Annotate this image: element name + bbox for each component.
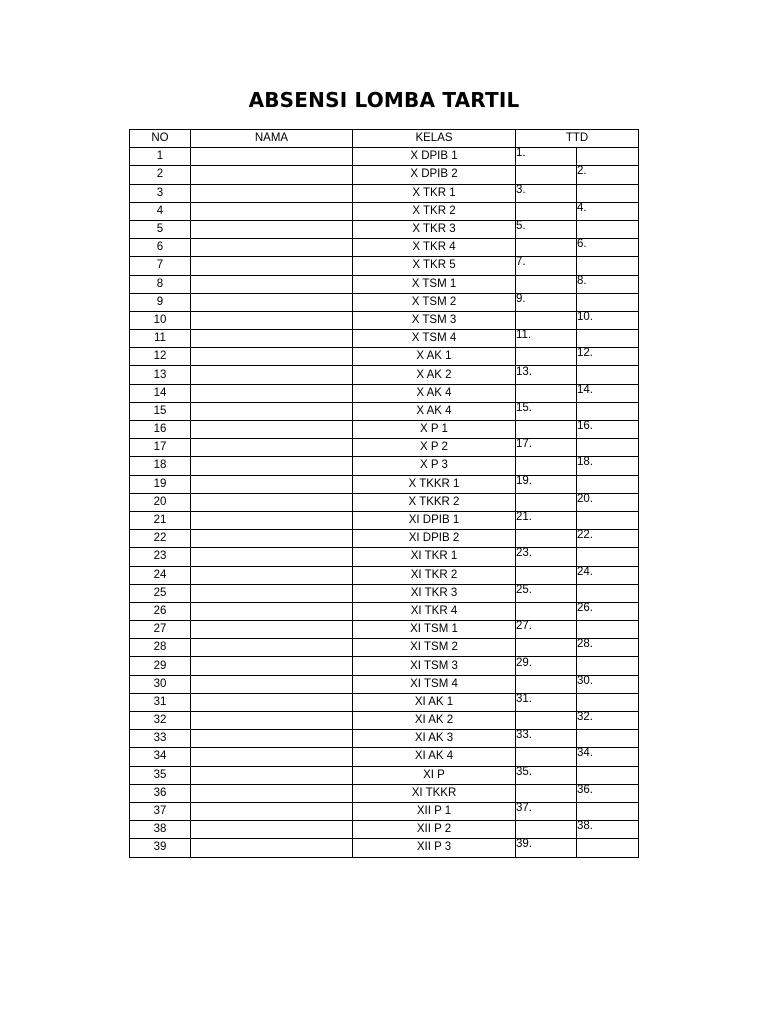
cell-ttd-left <box>516 402 577 420</box>
cell-ttd-left <box>516 548 577 566</box>
cell-nama <box>191 530 353 548</box>
signature-number: 21. <box>516 511 532 524</box>
table-row <box>130 748 639 766</box>
cell-no: 6 <box>130 239 191 257</box>
table-row <box>130 330 639 348</box>
table-row <box>130 166 639 184</box>
cell-no: 3 <box>130 184 191 202</box>
table-row <box>130 675 639 693</box>
cell-ttd-left <box>516 566 577 584</box>
signature-number: 32. <box>577 711 593 724</box>
cell-kelas: XI TKR 2 <box>353 566 516 584</box>
cell-kelas: XI AK 1 <box>353 693 516 711</box>
signature-number: 2. <box>577 165 587 178</box>
cell-no: 35 <box>130 766 191 784</box>
signature-number: 11. <box>516 329 532 342</box>
table-row <box>130 639 639 657</box>
signature-number: 14. <box>577 383 593 396</box>
cell-nama <box>191 348 353 366</box>
table-row <box>130 366 639 384</box>
cell-nama <box>191 712 353 730</box>
cell-ttd-left <box>516 220 577 238</box>
cell-ttd-left <box>516 184 577 202</box>
cell-kelas: X TKR 5 <box>353 257 516 275</box>
cell-kelas: XI TKR 4 <box>353 602 516 620</box>
cell-kelas: XI TKR 3 <box>353 584 516 602</box>
cell-ttd-right <box>577 348 639 366</box>
signature-number: 28. <box>577 638 593 651</box>
cell-kelas: X TSM 1 <box>353 275 516 293</box>
cell-nama <box>191 421 353 439</box>
cell-nama <box>191 257 353 275</box>
header-nama: NAMA <box>191 130 353 148</box>
cell-ttd-right <box>577 802 639 820</box>
cell-ttd-left <box>516 257 577 275</box>
cell-ttd-left <box>516 748 577 766</box>
table-row <box>130 621 639 639</box>
table-row <box>130 712 639 730</box>
cell-no: 12 <box>130 348 191 366</box>
cell-nama <box>191 766 353 784</box>
cell-ttd-left <box>516 675 577 693</box>
cell-nama <box>191 493 353 511</box>
cell-ttd-right <box>577 730 639 748</box>
cell-ttd-left <box>516 366 577 384</box>
cell-ttd-right <box>577 421 639 439</box>
table-row <box>130 148 639 166</box>
cell-nama <box>191 839 353 857</box>
cell-kelas: XI DPIB 1 <box>353 511 516 529</box>
cell-ttd-left <box>516 457 577 475</box>
cell-kelas: XI TSM 3 <box>353 657 516 675</box>
table-row <box>130 584 639 602</box>
signature-number: 31. <box>516 692 532 705</box>
signature-number: 12. <box>577 347 593 360</box>
cell-ttd-left <box>516 693 577 711</box>
signature-number: 10. <box>577 310 593 323</box>
signature-number: 13. <box>516 365 532 378</box>
cell-no: 30 <box>130 675 191 693</box>
cell-ttd-left <box>516 712 577 730</box>
cell-no: 1 <box>130 148 191 166</box>
header-ttd: TTD <box>516 130 639 148</box>
signature-number: 25. <box>516 583 532 596</box>
cell-no: 26 <box>130 602 191 620</box>
signature-number: 27. <box>516 620 532 633</box>
cell-ttd-left <box>516 511 577 529</box>
cell-no: 21 <box>130 511 191 529</box>
cell-no: 34 <box>130 748 191 766</box>
cell-no: 15 <box>130 402 191 420</box>
cell-no: 29 <box>130 657 191 675</box>
cell-no: 20 <box>130 493 191 511</box>
cell-ttd-left <box>516 166 577 184</box>
cell-kelas: X TKKR 1 <box>353 475 516 493</box>
cell-no: 36 <box>130 784 191 802</box>
cell-kelas: X TSM 4 <box>353 330 516 348</box>
signature-number: 8. <box>577 274 587 287</box>
table-row <box>130 257 639 275</box>
cell-ttd-right <box>577 275 639 293</box>
cell-kelas: XI TKKR <box>353 784 516 802</box>
cell-ttd-left <box>516 384 577 402</box>
signature-number: 6. <box>577 238 587 251</box>
cell-ttd-right <box>577 202 639 220</box>
cell-ttd-right <box>577 311 639 329</box>
cell-ttd-left <box>516 802 577 820</box>
cell-ttd-right <box>577 402 639 420</box>
signature-number: 18. <box>577 456 593 469</box>
cell-kelas: XII P 3 <box>353 839 516 857</box>
signature-number: 24. <box>577 565 593 578</box>
cell-ttd-left <box>516 421 577 439</box>
cell-nama <box>191 821 353 839</box>
cell-ttd-right <box>577 439 639 457</box>
cell-no: 32 <box>130 712 191 730</box>
table-row <box>130 475 639 493</box>
header-kelas: KELAS <box>353 130 516 148</box>
cell-ttd-left <box>516 784 577 802</box>
cell-no: 24 <box>130 566 191 584</box>
cell-nama <box>191 202 353 220</box>
cell-nama <box>191 511 353 529</box>
cell-nama <box>191 802 353 820</box>
cell-ttd-right <box>577 584 639 602</box>
cell-ttd-right <box>577 639 639 657</box>
cell-ttd-right <box>577 657 639 675</box>
cell-ttd-right <box>577 566 639 584</box>
cell-no: 27 <box>130 621 191 639</box>
cell-kelas: XI P <box>353 766 516 784</box>
cell-ttd-left <box>516 530 577 548</box>
cell-ttd-left <box>516 330 577 348</box>
cell-nama <box>191 148 353 166</box>
cell-kelas: X P 3 <box>353 457 516 475</box>
cell-no: 25 <box>130 584 191 602</box>
table-row <box>130 439 639 457</box>
cell-no: 38 <box>130 821 191 839</box>
signature-number: 22. <box>577 529 593 542</box>
cell-kelas: XI DPIB 2 <box>353 530 516 548</box>
cell-nama <box>191 584 353 602</box>
cell-ttd-left <box>516 730 577 748</box>
cell-ttd-right <box>577 712 639 730</box>
cell-no: 9 <box>130 293 191 311</box>
cell-kelas: X P 1 <box>353 421 516 439</box>
cell-no: 23 <box>130 548 191 566</box>
cell-no: 4 <box>130 202 191 220</box>
table-row <box>130 511 639 529</box>
cell-no: 19 <box>130 475 191 493</box>
cell-ttd-left <box>516 584 577 602</box>
cell-nama <box>191 402 353 420</box>
table-row <box>130 239 639 257</box>
cell-ttd-right <box>577 766 639 784</box>
cell-ttd-left <box>516 348 577 366</box>
table-row <box>130 802 639 820</box>
cell-ttd-right <box>577 493 639 511</box>
cell-ttd-right <box>577 511 639 529</box>
cell-ttd-right <box>577 748 639 766</box>
cell-nama <box>191 220 353 238</box>
cell-ttd-left <box>516 639 577 657</box>
signature-number: 29. <box>516 656 532 669</box>
page-title: ABSENSI LOMBA TARTIL <box>248 88 520 112</box>
cell-kelas: X TKR 4 <box>353 239 516 257</box>
cell-ttd-right <box>577 148 639 166</box>
cell-no: 11 <box>130 330 191 348</box>
cell-ttd-right <box>577 457 639 475</box>
cell-ttd-right <box>577 184 639 202</box>
signature-number: 33. <box>516 729 532 742</box>
signature-number: 4. <box>577 201 587 214</box>
signature-number: 15. <box>516 401 532 414</box>
cell-ttd-left <box>516 311 577 329</box>
cell-ttd-left <box>516 202 577 220</box>
cell-kelas: X TKKR 2 <box>353 493 516 511</box>
cell-nama <box>191 293 353 311</box>
table-row <box>130 693 639 711</box>
cell-ttd-right <box>577 821 639 839</box>
cell-nama <box>191 311 353 329</box>
cell-nama <box>191 693 353 711</box>
cell-nama <box>191 475 353 493</box>
cell-nama <box>191 330 353 348</box>
cell-no: 22 <box>130 530 191 548</box>
cell-nama <box>191 548 353 566</box>
cell-nama <box>191 275 353 293</box>
cell-ttd-right <box>577 693 639 711</box>
table-row <box>130 730 639 748</box>
cell-ttd-right <box>577 602 639 620</box>
cell-nama <box>191 675 353 693</box>
cell-no: 5 <box>130 220 191 238</box>
cell-nama <box>191 657 353 675</box>
cell-nama <box>191 639 353 657</box>
cell-nama <box>191 621 353 639</box>
cell-no: 17 <box>130 439 191 457</box>
cell-ttd-left <box>516 657 577 675</box>
table-row <box>130 766 639 784</box>
cell-kelas: X TKR 2 <box>353 202 516 220</box>
cell-kelas: X P 2 <box>353 439 516 457</box>
table-row <box>130 602 639 620</box>
header-no: NO <box>130 130 191 148</box>
cell-no: 14 <box>130 384 191 402</box>
cell-ttd-left <box>516 839 577 857</box>
cell-nama <box>191 748 353 766</box>
table-row <box>130 275 639 293</box>
cell-no: 33 <box>130 730 191 748</box>
cell-kelas: X AK 2 <box>353 366 516 384</box>
cell-ttd-right <box>577 675 639 693</box>
table-row <box>130 657 639 675</box>
cell-no: 16 <box>130 421 191 439</box>
cell-kelas: X TKR 1 <box>353 184 516 202</box>
cell-nama <box>191 730 353 748</box>
cell-kelas: XII P 2 <box>353 821 516 839</box>
cell-nama <box>191 566 353 584</box>
signature-number: 38. <box>577 820 593 833</box>
cell-ttd-left <box>516 602 577 620</box>
signature-number: 19. <box>516 474 532 487</box>
cell-ttd-right <box>577 839 639 857</box>
table-row <box>130 457 639 475</box>
cell-kelas: X AK 4 <box>353 384 516 402</box>
cell-kelas: XI TSM 4 <box>353 675 516 693</box>
cell-no: 31 <box>130 693 191 711</box>
cell-ttd-left <box>516 766 577 784</box>
cell-ttd-left <box>516 821 577 839</box>
table-row <box>130 784 639 802</box>
cell-ttd-right <box>577 257 639 275</box>
cell-ttd-left <box>516 239 577 257</box>
signature-number: 3. <box>516 183 526 196</box>
cell-kelas: XI TKR 1 <box>353 548 516 566</box>
signature-number: 7. <box>516 256 526 269</box>
cell-no: 18 <box>130 457 191 475</box>
cell-no: 7 <box>130 257 191 275</box>
signature-number: 20. <box>577 492 593 505</box>
signature-number: 30. <box>577 674 593 687</box>
cell-ttd-right <box>577 475 639 493</box>
cell-kelas: XII P 1 <box>353 802 516 820</box>
table-row <box>130 493 639 511</box>
table-row <box>130 202 639 220</box>
cell-kelas: X AK 1 <box>353 348 516 366</box>
cell-no: 39 <box>130 839 191 857</box>
table-row <box>130 220 639 238</box>
cell-kelas: X TKR 3 <box>353 220 516 238</box>
cell-nama <box>191 184 353 202</box>
cell-nama <box>191 457 353 475</box>
table-row <box>130 348 639 366</box>
table-row <box>130 530 639 548</box>
cell-ttd-left <box>516 293 577 311</box>
table-header-row <box>130 130 639 148</box>
cell-kelas: X AK 4 <box>353 402 516 420</box>
signature-number: 1. <box>516 147 526 160</box>
cell-ttd-right <box>577 220 639 238</box>
table-row <box>130 421 639 439</box>
table-row <box>130 821 639 839</box>
attendance-table <box>129 129 639 858</box>
table-body <box>130 148 639 857</box>
signature-number: 34. <box>577 747 593 760</box>
cell-kelas: XI TSM 1 <box>353 621 516 639</box>
cell-kelas: X TSM 3 <box>353 311 516 329</box>
cell-kelas: X TSM 2 <box>353 293 516 311</box>
cell-ttd-left <box>516 148 577 166</box>
cell-ttd-right <box>577 548 639 566</box>
cell-ttd-left <box>516 493 577 511</box>
cell-ttd-right <box>577 166 639 184</box>
signature-number: 17. <box>516 438 532 451</box>
table-row <box>130 311 639 329</box>
signature-number: 26. <box>577 601 593 614</box>
cell-ttd-left <box>516 439 577 457</box>
cell-no: 2 <box>130 166 191 184</box>
cell-ttd-right <box>577 366 639 384</box>
signature-number: 5. <box>516 220 526 233</box>
cell-ttd-right <box>577 330 639 348</box>
cell-ttd-right <box>577 530 639 548</box>
table-row <box>130 402 639 420</box>
cell-no: 13 <box>130 366 191 384</box>
cell-ttd-left <box>516 621 577 639</box>
table-row <box>130 839 639 857</box>
table-row <box>130 548 639 566</box>
cell-ttd-left <box>516 475 577 493</box>
signature-number: 36. <box>577 783 593 796</box>
table-row <box>130 566 639 584</box>
signature-number: 23. <box>516 547 532 560</box>
table-row <box>130 384 639 402</box>
cell-no: 37 <box>130 802 191 820</box>
cell-kelas: XI AK 2 <box>353 712 516 730</box>
cell-nama <box>191 439 353 457</box>
cell-nama <box>191 602 353 620</box>
cell-ttd-left <box>516 275 577 293</box>
cell-kelas: XI AK 4 <box>353 748 516 766</box>
cell-kelas: X DPIB 2 <box>353 166 516 184</box>
cell-no: 10 <box>130 311 191 329</box>
signature-number: 35. <box>516 765 532 778</box>
signature-number: 39. <box>516 838 532 851</box>
cell-nama <box>191 239 353 257</box>
cell-ttd-right <box>577 784 639 802</box>
cell-kelas: XI AK 3 <box>353 730 516 748</box>
cell-no: 28 <box>130 639 191 657</box>
cell-no: 8 <box>130 275 191 293</box>
cell-ttd-right <box>577 293 639 311</box>
signature-number: 16. <box>577 420 593 433</box>
cell-nama <box>191 366 353 384</box>
cell-ttd-right <box>577 239 639 257</box>
cell-kelas: X DPIB 1 <box>353 148 516 166</box>
cell-ttd-right <box>577 384 639 402</box>
signature-number: 37. <box>516 802 532 815</box>
cell-nama <box>191 166 353 184</box>
table-row <box>130 293 639 311</box>
cell-nama <box>191 784 353 802</box>
cell-nama <box>191 384 353 402</box>
signature-number: 9. <box>516 292 526 305</box>
table-row <box>130 184 639 202</box>
cell-ttd-right <box>577 621 639 639</box>
cell-kelas: XI TSM 2 <box>353 639 516 657</box>
